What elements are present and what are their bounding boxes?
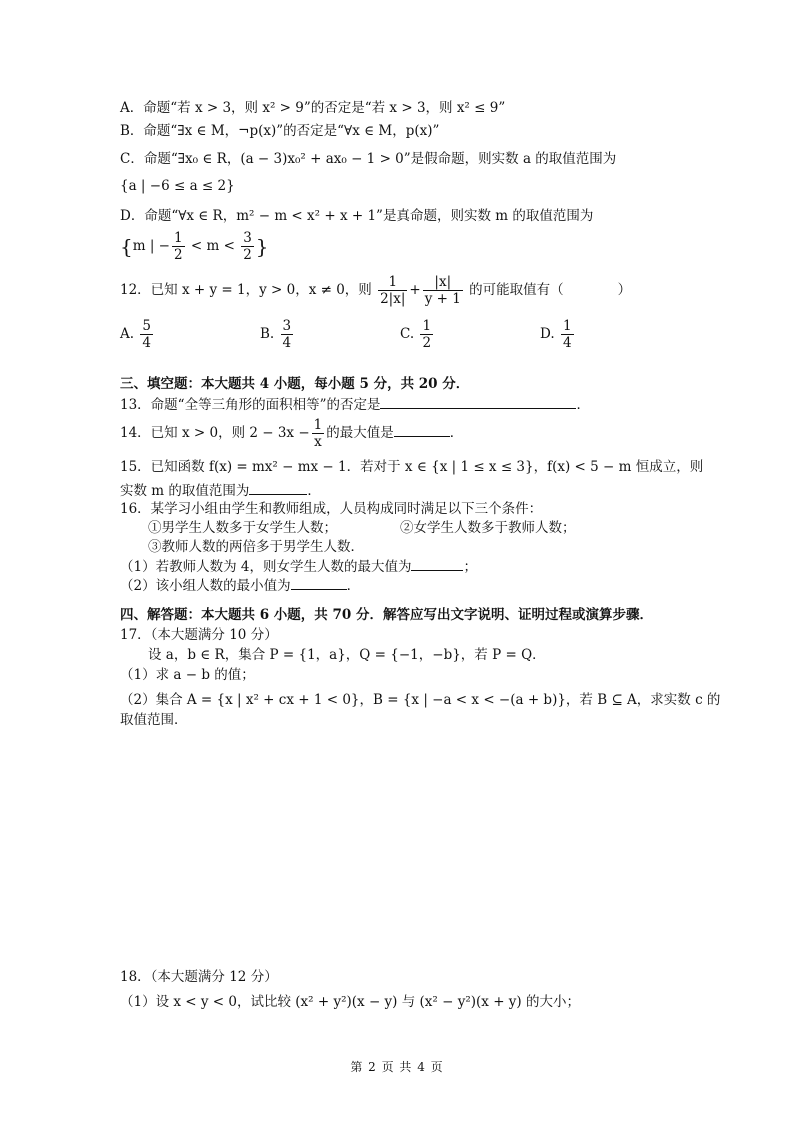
question-13 xyxy=(120,394,674,415)
option-fraction xyxy=(281,318,294,351)
q14-frac xyxy=(312,417,325,450)
question-16-line-1: 16．某学习小组由学生和教师组成，人员构成同时满足以下三个条件： xyxy=(120,501,543,517)
frac-denominator: 4 xyxy=(282,335,292,351)
q17-sub-1: （1）求 a − b 的值； xyxy=(120,667,255,683)
q16-sub-2 xyxy=(120,575,674,596)
q18-sub-1: （1）设 x < y < 0，试比较 (x² + y²)(x − y) 与 (x² − y²)(x + y) 的大小； xyxy=(120,994,580,1010)
q16-condition-3: ③教师人数的两倍多于男学生人数． xyxy=(148,539,364,555)
q14-suffix: 的最大值是 xyxy=(326,425,394,441)
q16-condition-2: ②女学生人数多于教师人数； xyxy=(400,520,576,536)
frac-numerator: 5 xyxy=(142,318,151,334)
q16-sub2-text: （2）该小组人数的最小值为 xyxy=(120,578,291,594)
section-3-title: 三、填空题：本大题共 4 小题，每小题 5 分，共 20 分． xyxy=(120,376,470,392)
q17-sub-2-end: 取值范围． xyxy=(120,712,188,728)
question-15-line-2 xyxy=(120,480,674,501)
option-label: B. xyxy=(260,326,275,342)
option-fraction xyxy=(420,318,433,351)
q17-sub-2: （2）集合 A = {x | x² + cx + 1 < 0}，B = {x | −a < x < −(a + b)}，若 B ⊆ A，求实数 c 的 xyxy=(120,692,721,708)
q15-text: 实数 m 的取值范围为 xyxy=(120,483,250,499)
q12-option-a xyxy=(120,318,155,351)
q16-sub1-text: （1）若教师人数为 4，则女学生人数的最大值为 xyxy=(120,559,412,575)
open-brace: { xyxy=(120,234,133,259)
close-brace: } xyxy=(255,234,269,259)
d-range-frac-2 xyxy=(241,230,254,263)
q17-line-1: 设 a，b ∈ R，集合 P = {1，a}，Q = {−1，−b}，若 P = Q． xyxy=(148,647,546,663)
question-12 xyxy=(120,272,674,308)
q12-prefix: 12．已知 x + y = 1，y > 0，x ≠ 0，则 xyxy=(120,282,372,298)
option-label: D. xyxy=(540,326,555,342)
answer-blank[interactable] xyxy=(249,480,307,495)
frac-denominator: 2 xyxy=(173,247,183,263)
frac-numerator: 1 xyxy=(173,230,183,246)
q16-sub1-end: ； xyxy=(463,559,477,575)
question-14 xyxy=(120,416,674,450)
section-4-title: 四、解答题：本大题共 6 小题，共 70 分．解答应写出文字说明、证明过程或演算步骤． xyxy=(120,607,653,623)
answer-blank[interactable] xyxy=(411,556,463,571)
frac-numerator: 1 xyxy=(422,318,432,334)
option-c-text: C．命题“∃x₀ ∈ R，(a − 3)x₀² + ax₀ − 1 > 0”是假命题，则实数 a 的取值范围为 xyxy=(120,151,617,167)
frac-numerator: 3 xyxy=(282,318,292,334)
d-range-frac-1 xyxy=(172,230,185,263)
q13-text: 13．命题“全等三角形的面积相等”的否定是 xyxy=(120,397,381,413)
option-d-text: D．命题“∀x ∈ R，m² − m < x² + x + 1”是真命题，则实数 m 的取值范围为 xyxy=(120,208,594,224)
frac-numerator: 1 xyxy=(378,274,407,291)
frac-denominator: 2|x| xyxy=(380,291,406,307)
option-label: A. xyxy=(120,326,135,342)
option-fraction xyxy=(140,318,153,351)
option-b-text: B．命题“∃x ∈ M，¬p(x)”的否定是“∀x ∈ M，p(x)” xyxy=(120,123,440,139)
q12-option-c xyxy=(400,318,435,351)
frac-numerator: 3 xyxy=(243,230,252,246)
q12-option-d xyxy=(540,318,576,351)
q12-frac-2 xyxy=(423,274,463,307)
answer-blank[interactable] xyxy=(291,575,347,590)
frac-denominator: 4 xyxy=(562,335,572,351)
q16-condition-1: ①男学生人数多于女学生人数； xyxy=(148,520,337,536)
option-label: C. xyxy=(400,326,415,342)
answer-blank[interactable] xyxy=(380,394,576,409)
q12-suffix: 的可能取值有（ ） xyxy=(469,282,632,298)
option-d-range xyxy=(120,228,674,265)
frac-numerator: 1 xyxy=(313,417,323,433)
q14-end: ． xyxy=(449,425,464,441)
frac-denominator: 4 xyxy=(142,335,151,351)
q16-sub2-end: ． xyxy=(346,578,361,594)
option-fraction xyxy=(561,318,574,351)
frac-denominator: y + 1 xyxy=(424,291,461,307)
q16-sub-1 xyxy=(120,556,674,577)
q12-frac-1 xyxy=(378,274,407,307)
option-c-range: {a | −6 ≤ a ≤ 2} xyxy=(120,178,235,194)
page-footer: 第 2 页 共 4 页 xyxy=(350,1060,444,1074)
q15-end: ． xyxy=(307,483,321,499)
frac-denominator: 2 xyxy=(422,335,432,351)
d-range-left: m | − xyxy=(132,238,170,254)
frac-numerator: 1 xyxy=(562,318,572,334)
option-a-text: A．命题“若 x > 3，则 x² > 9”的否定是“若 x > 3，则 x² ≤ 9” xyxy=(120,100,506,116)
question-15-line-1: 15．已知函数 f(x) = mx² − mx − 1．若对于 x ∈ {x | 1 ≤ x ≤ 3}，f(x) < 5 − m 恒成立，则 xyxy=(120,459,704,475)
q12-plus: + xyxy=(409,282,421,298)
answer-blank[interactable] xyxy=(394,422,450,437)
frac-denominator: x xyxy=(314,434,322,450)
frac-numerator: |x| xyxy=(423,274,463,291)
q14-prefix: 14．已知 x > 0，则 2 − 3x − xyxy=(120,425,310,441)
q12-option-b xyxy=(260,318,295,351)
frac-denominator: 2 xyxy=(243,247,252,263)
q17-title: 17．（本大题满分 10 分） xyxy=(120,627,278,643)
q13-end: ． xyxy=(576,397,590,413)
q18-title: 18．（本大题满分 12 分） xyxy=(120,969,278,985)
d-range-mid: < m < xyxy=(190,238,235,254)
